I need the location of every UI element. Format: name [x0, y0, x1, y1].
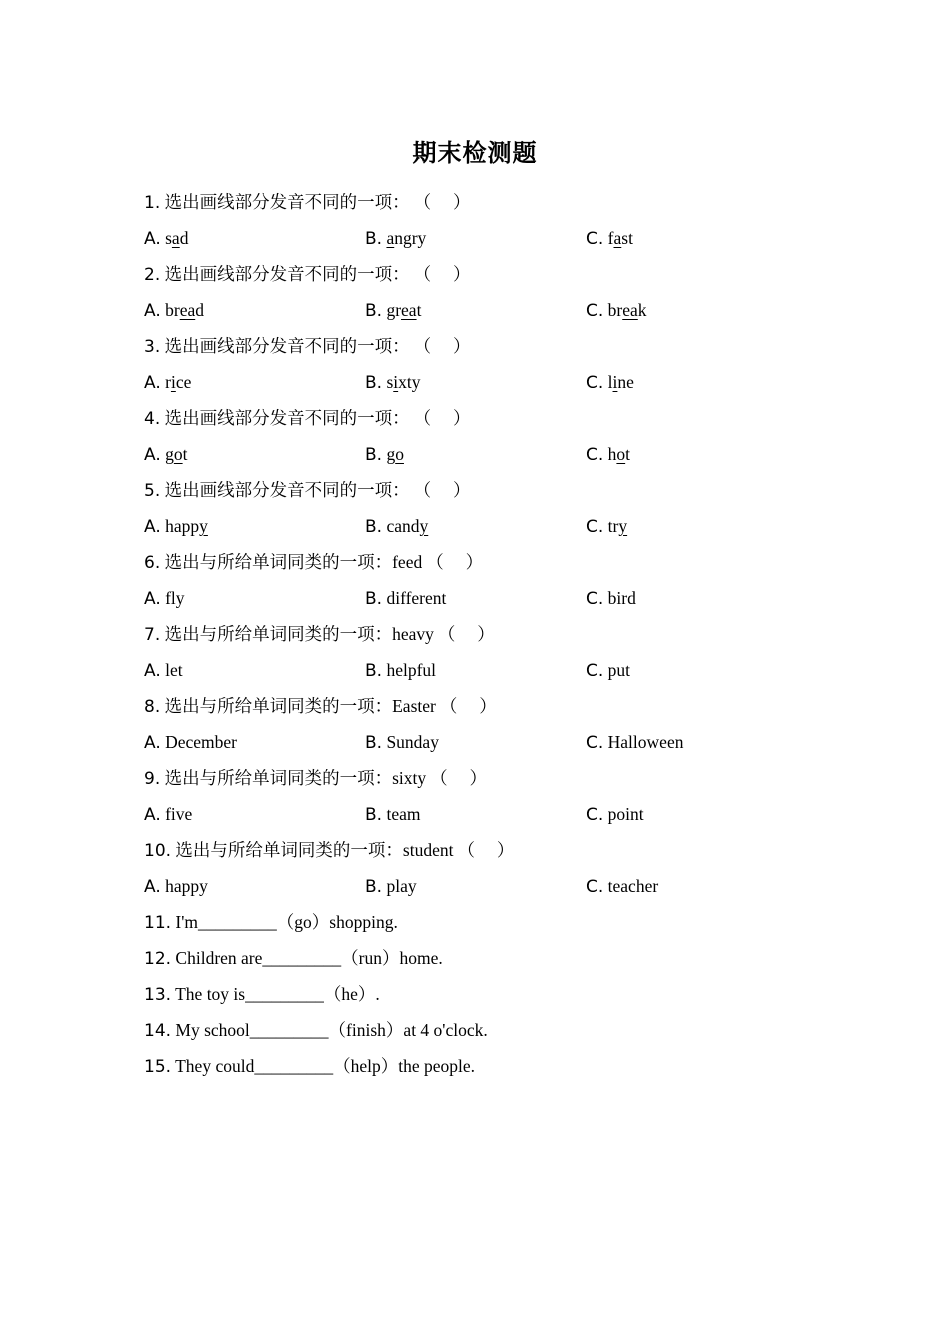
option-b: B. sixty: [365, 372, 421, 393]
question-number: 3.: [144, 337, 161, 357]
question-prompt: [144, 544, 844, 580]
option-a: A. happy: [144, 516, 208, 537]
options-row: [144, 580, 844, 616]
options-row: [144, 796, 844, 832]
fill-in-question: 11. I'm_________（go）shopping.: [144, 904, 844, 940]
options-row: [144, 436, 844, 472]
option-b: B. team: [365, 804, 421, 825]
question-list: [144, 184, 844, 1084]
options-row: [144, 292, 844, 328]
option-a: A. fly: [144, 588, 185, 609]
question-number: 2.: [144, 265, 161, 285]
question-number: 11.: [144, 913, 172, 933]
options-row: [144, 508, 844, 544]
option-a: A. sad: [144, 228, 189, 249]
question-number: 13.: [144, 985, 172, 1005]
answer-paren: （ ）: [413, 336, 471, 356]
question-prompt: [144, 400, 844, 436]
answer-paren: （ ）: [457, 840, 515, 860]
question-text: 选出画线部分发音不同的一项：: [164, 264, 410, 284]
option-a: A. rice: [144, 372, 192, 393]
answer-paren: （ ）: [413, 480, 471, 500]
question-number: 4.: [144, 409, 161, 429]
question-text: 选出画线部分发音不同的一项：: [164, 408, 410, 428]
answer-blank: _________: [198, 912, 277, 932]
answer-paren: （ ）: [413, 408, 471, 428]
option-c: C. break: [586, 300, 647, 321]
question-text: 选出画线部分发音不同的一项：: [164, 336, 410, 356]
fill-in-question: 14. My school_________（finish）at 4 o'clock.: [144, 1012, 844, 1048]
question-text: 选出与所给单词同类的一项：: [164, 768, 393, 788]
question-text: 选出画线部分发音不同的一项：: [164, 192, 410, 212]
option-a: A. let: [144, 660, 183, 681]
option-c: C. fast: [586, 228, 633, 249]
option-a: A. five: [144, 804, 193, 825]
question-number: 9.: [144, 769, 161, 789]
question-prompt: [144, 472, 844, 508]
option-a: A. happy: [144, 876, 208, 897]
question-number: 5.: [144, 481, 161, 501]
question-prompt: [144, 688, 844, 724]
option-c: C. put: [586, 660, 631, 681]
option-b: B. Sunday: [365, 732, 439, 753]
option-c: C. hot: [586, 444, 631, 465]
answer-blank: _________: [254, 1056, 334, 1076]
fill-in-question: 15. They could_________（help）the people.: [144, 1048, 844, 1084]
options-row: [144, 652, 844, 688]
verb-hint: （he）: [323, 984, 376, 1004]
option-c: C. point: [586, 804, 644, 825]
option-b: B. play: [365, 876, 417, 897]
fill-in-question: 13. The toy is_________（he）.: [144, 976, 844, 1012]
question-number: 7.: [144, 625, 161, 645]
option-c: C. try: [586, 516, 628, 537]
question-text: 选出画线部分发音不同的一项：: [164, 480, 410, 500]
answer-blank: _________: [249, 1020, 329, 1040]
question-prompt: [144, 832, 844, 868]
question-prompt: [144, 328, 844, 364]
question-prompt: [144, 184, 844, 220]
option-a: A. got: [144, 444, 188, 465]
verb-hint: （finish）: [328, 1020, 404, 1040]
option-b: B. angry: [365, 228, 427, 249]
options-row: [144, 724, 844, 760]
question-text: 选出与所给单词同类的一项：: [164, 696, 393, 716]
option-b: B. go: [365, 444, 404, 465]
question-prompt: [144, 256, 844, 292]
fill-in-question: 12. Children are_________（run）home.: [144, 940, 844, 976]
option-b: B. different: [365, 588, 447, 609]
answer-blank: _________: [262, 948, 342, 968]
option-c: C. Halloween: [586, 732, 684, 753]
answer-paren: （ ）: [437, 624, 495, 644]
answer-paren: （ ）: [426, 552, 484, 572]
given-word: heavy: [392, 624, 434, 644]
question-prompt: [144, 616, 844, 652]
question-number: 8.: [144, 697, 161, 717]
options-row: [144, 868, 844, 904]
question-number: 12.: [144, 949, 172, 969]
given-word: feed: [392, 552, 423, 572]
question-prompt: [144, 760, 844, 796]
given-word: Easter: [392, 696, 436, 716]
question-number: 14.: [144, 1021, 172, 1041]
option-b: B. helpful: [365, 660, 437, 681]
answer-paren: （ ）: [430, 768, 488, 788]
option-b: B. candy: [365, 516, 429, 537]
option-c: C. bird: [586, 588, 636, 609]
question-text: 选出与所给单词同类的一项：: [164, 624, 393, 644]
answer-paren: （ ）: [413, 192, 471, 212]
option-a: A. bread: [144, 300, 204, 321]
given-word: student: [402, 840, 454, 860]
option-b: B. great: [365, 300, 422, 321]
option-a: A. December: [144, 732, 238, 753]
verb-hint: （go）: [276, 912, 330, 932]
question-number: 1.: [144, 193, 161, 213]
question-text: 选出与所给单词同类的一项：: [175, 840, 403, 860]
option-c: C. teacher: [586, 876, 659, 897]
answer-paren: （ ）: [439, 696, 497, 716]
question-number: 10.: [144, 841, 172, 861]
verb-hint: （help）: [333, 1056, 399, 1076]
answer-paren: （ ）: [413, 264, 471, 284]
option-c: C. line: [586, 372, 634, 393]
question-number: 6.: [144, 553, 161, 573]
page-title: 期末检测题: [412, 141, 538, 167]
question-number: 15.: [144, 1057, 172, 1077]
verb-hint: （run）: [341, 948, 400, 968]
answer-blank: _________: [245, 984, 324, 1004]
given-word: sixty: [392, 768, 427, 788]
options-row: [144, 364, 844, 400]
options-row: [144, 220, 844, 256]
question-text: 选出与所给单词同类的一项：: [164, 552, 393, 572]
